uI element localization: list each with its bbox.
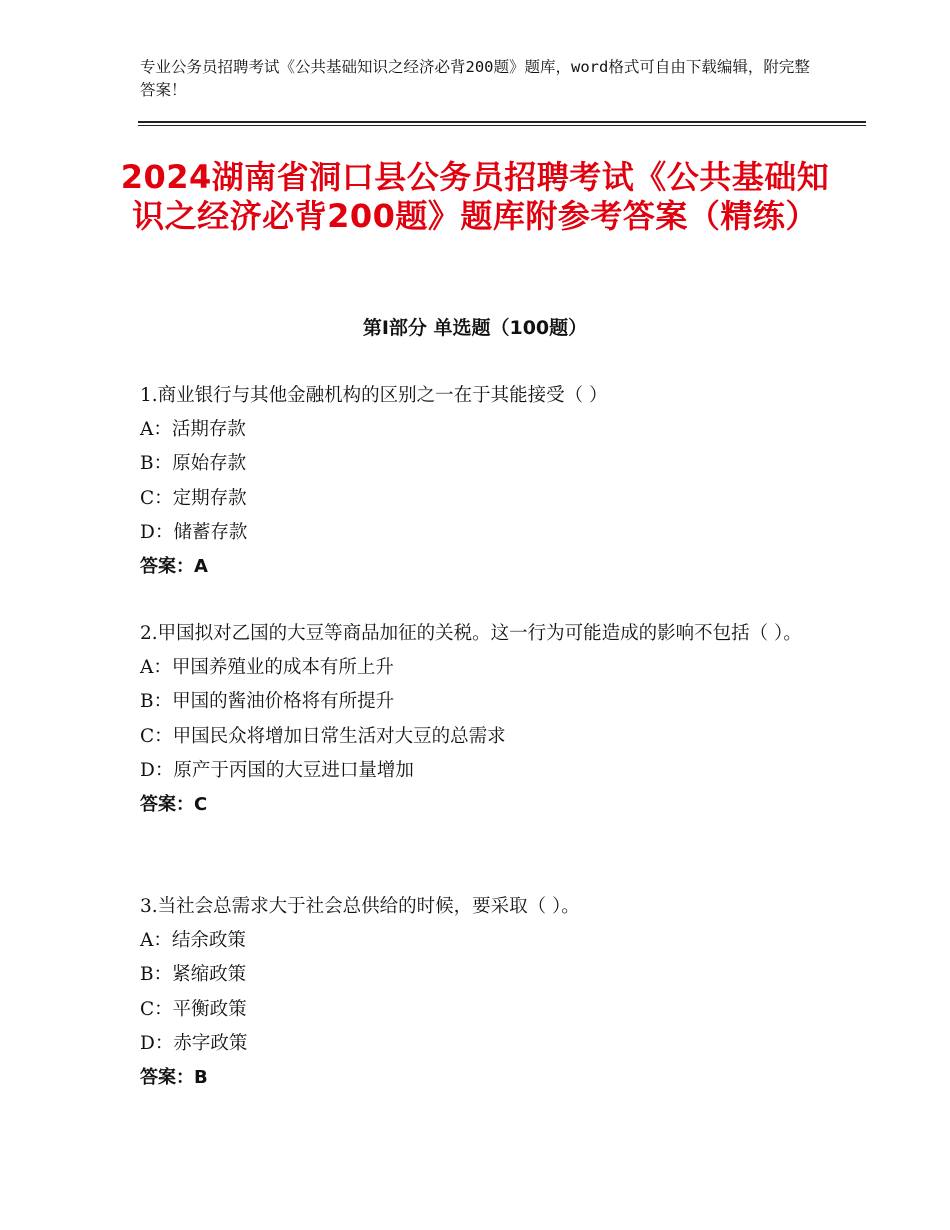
option-c: C：平衡政策 bbox=[140, 998, 247, 1020]
option-d: D：赤字政策 bbox=[140, 1032, 248, 1054]
question-3 bbox=[140, 890, 820, 1095]
answer: 答案：A bbox=[140, 556, 208, 578]
header-rule-thick bbox=[138, 121, 866, 123]
header-note: 专业公务员招聘考试《公共基础知识之经济必背200题》题库，word格式可自由下载编辑，附完整答案！ bbox=[140, 58, 810, 99]
option-b: B：紧缩政策 bbox=[140, 964, 247, 986]
question-stem: 2.甲国拟对乙国的大豆等商品加征的关税。这一行为可能造成的影响不包括（ ）。 bbox=[140, 623, 802, 644]
option-c: C：甲国民众将增加日常生活对大豆的总需求 bbox=[140, 725, 506, 747]
question-stem: 3.当社会总需求大于社会总供给的时候，要采取（ ）。 bbox=[140, 896, 580, 917]
option-d: D：原产于丙国的大豆进口量增加 bbox=[140, 759, 414, 781]
question-1 bbox=[140, 379, 820, 584]
header-rule-thin bbox=[138, 125, 866, 126]
question-stem: 1.商业银行与其他金融机构的区别之一在于其能接受（ ） bbox=[140, 385, 608, 406]
question-2 bbox=[140, 617, 820, 822]
option-c: C：定期存款 bbox=[140, 487, 247, 509]
option-a: A：结余政策 bbox=[140, 930, 246, 951]
option-b: B：甲国的酱油价格将有所提升 bbox=[140, 691, 395, 713]
option-d: D：储蓄存款 bbox=[140, 521, 248, 543]
option-b: B：原始存款 bbox=[140, 453, 247, 475]
option-a: A：活期存款 bbox=[140, 419, 246, 440]
document-title: 2024湖南省洞口县公务员招聘考试《公共基础知识之经济必背200题》题库附参考答案（精练） bbox=[120, 158, 830, 235]
answer: 答案：C bbox=[140, 794, 208, 816]
section-heading: 第Ⅰ部分 单选题（100题） bbox=[362, 317, 588, 339]
answer: 答案：B bbox=[140, 1067, 208, 1089]
option-a: A：甲国养殖业的成本有所上升 bbox=[140, 657, 394, 678]
